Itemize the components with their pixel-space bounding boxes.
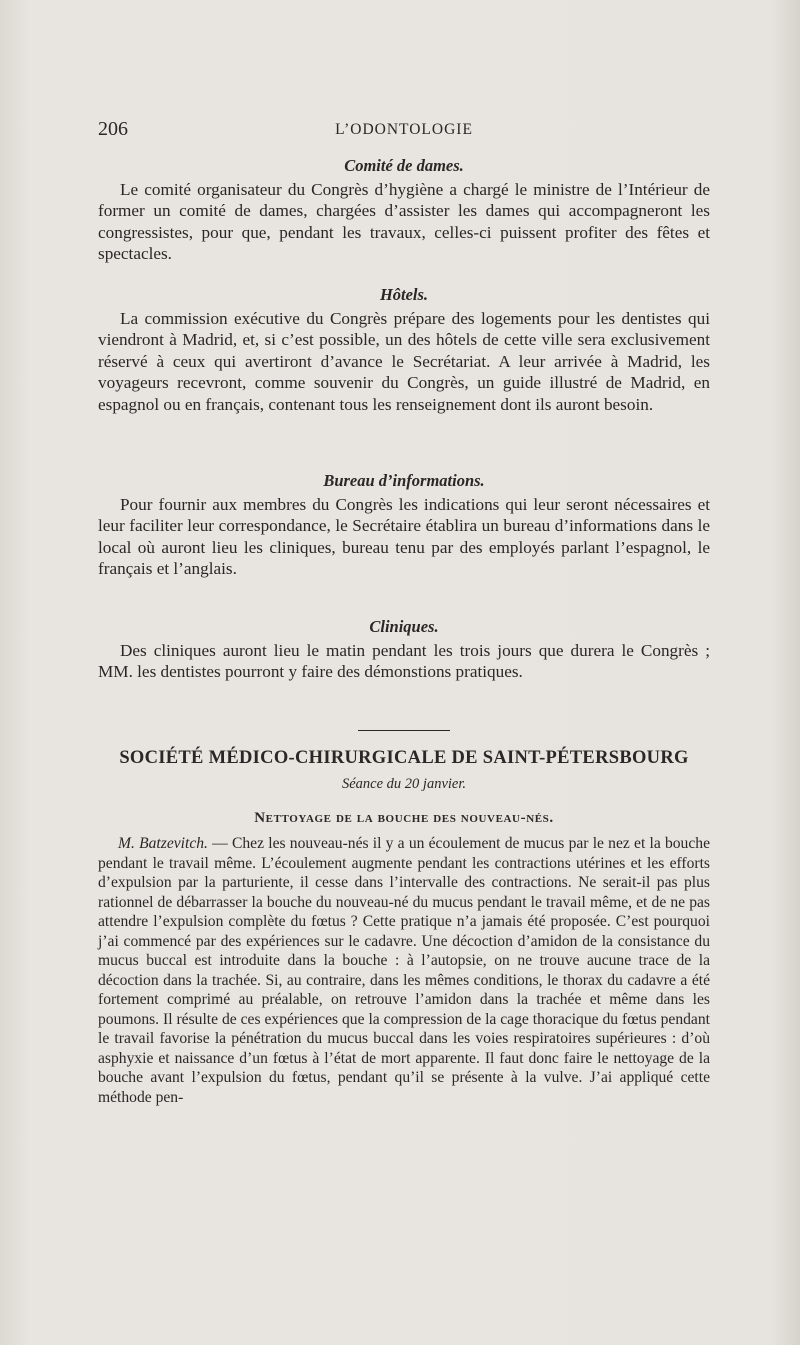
section-heading: Cliniques. (369, 617, 439, 636)
running-title: L’ODONTOLOGIE (335, 121, 473, 138)
section-paragraph: Le comité organisateur du Congrès d’hygiène a chargé le ministre de l’Intérieur de former un comité de dames, chargées d’assister les dames qui accompagneront les congressistes, pour que, pendant les travaux, celles-ci puissent profiter des fêtes et spectacles. (98, 180, 710, 264)
section-heading: Comité de dames. (344, 156, 464, 175)
section-paragraph: Des cliniques auront lieu le matin pendant les trois jours que durera le Congrès ; MM. les dentistes pourront y faire des démonstions pratiques. (98, 641, 710, 682)
session-date: Séance du 20 janvier. (341, 776, 467, 792)
article-paragraph (98, 834, 710, 1107)
page-number: 206 (98, 118, 128, 140)
section-bureau-informations (98, 468, 710, 580)
society-title: SOCIÉTÉ MÉDICO-CHIRURGICALE DE SAINT-PÉTERSBOURG (119, 748, 689, 768)
section-divider (358, 730, 450, 731)
article-subheading: Nettoyage de la bouche des nouveau-nés. (254, 810, 554, 826)
speaker-name: M. Batzevitch. (118, 835, 208, 852)
section-hotels (98, 282, 710, 415)
section-heading: Hôtels. (379, 285, 429, 304)
section-paragraph: Pour fournir aux membres du Congrès les indications qui leur seront nécessaires et leur faciliter leur correspondance, le Secrétaire établira un bureau d’informations dans le local où auront lieu les cliniques, bureau tenu par des employés parlant l’espagnol, le français et l’anglais. (98, 495, 710, 579)
section-cliniques (98, 614, 710, 683)
section-comite-de-dames (98, 153, 710, 265)
page-header (98, 118, 710, 148)
section-heading: Bureau d’informations. (323, 471, 485, 490)
section-paragraph: La commission exécutive du Congrès prépare des logements pour les dentistes qui viendront à Madrid, et, si c’est possible, un des hôtels de cette ville sera exclusivement réservé à ceux qui avertiront d’avance le Secrétariat. A leur arrivée à Madrid, les voyageurs recevront, comme souvenir du Congrès, un guide illustré de Madrid, en espagnol ou en français, contenant tous les renseignement dont ils auront besoin. (98, 309, 710, 414)
article-text: — Chez les nouveau-nés il y a un écoulement de mucus par le nez et la bouche pendant le travail même. L’écoulement augmente pendant les contractions utérines et les efforts d’expulsion par la parturiente, il cesse dans l’intervalle des contractions. Ne serait-il pas plus rationnel de débarrasser la bouche du nouveau-né du mucus pendant le travail même, et de ne pas attendre l’expulsion complète du fœtus ? Cette pratique n’a jamais été proposée. C’est pourquoi j’ai commencé par des expériences sur le cadavre. Une décoction d’amidon de la consistance du mucus buccal est introduite dans la bouche : à l’autopsie, on ne trouve aucune trace de la décoction dans la trachée. Si, au contraire, dans les mêmes conditions, le thorax du cadavre a été fortement comprimé au préalable, on retrouve l’amidon dans la trachée et même dans les poumons. Il résulte de ces expériences que la compression de la cage thoracique du fœtus pendant le travail favorise la pénétration du mucus buccal dans les voies respiratoires supérieures : d’où asphyxie et naissance d’un fœtus à l’état de mort apparente. Il faut donc faire le nettoyage de la bouche avant l’expulsion du fœtus, pendant qu’il se présente à la vulve. J’ai appliqué cette méthode pen- (98, 835, 710, 1106)
